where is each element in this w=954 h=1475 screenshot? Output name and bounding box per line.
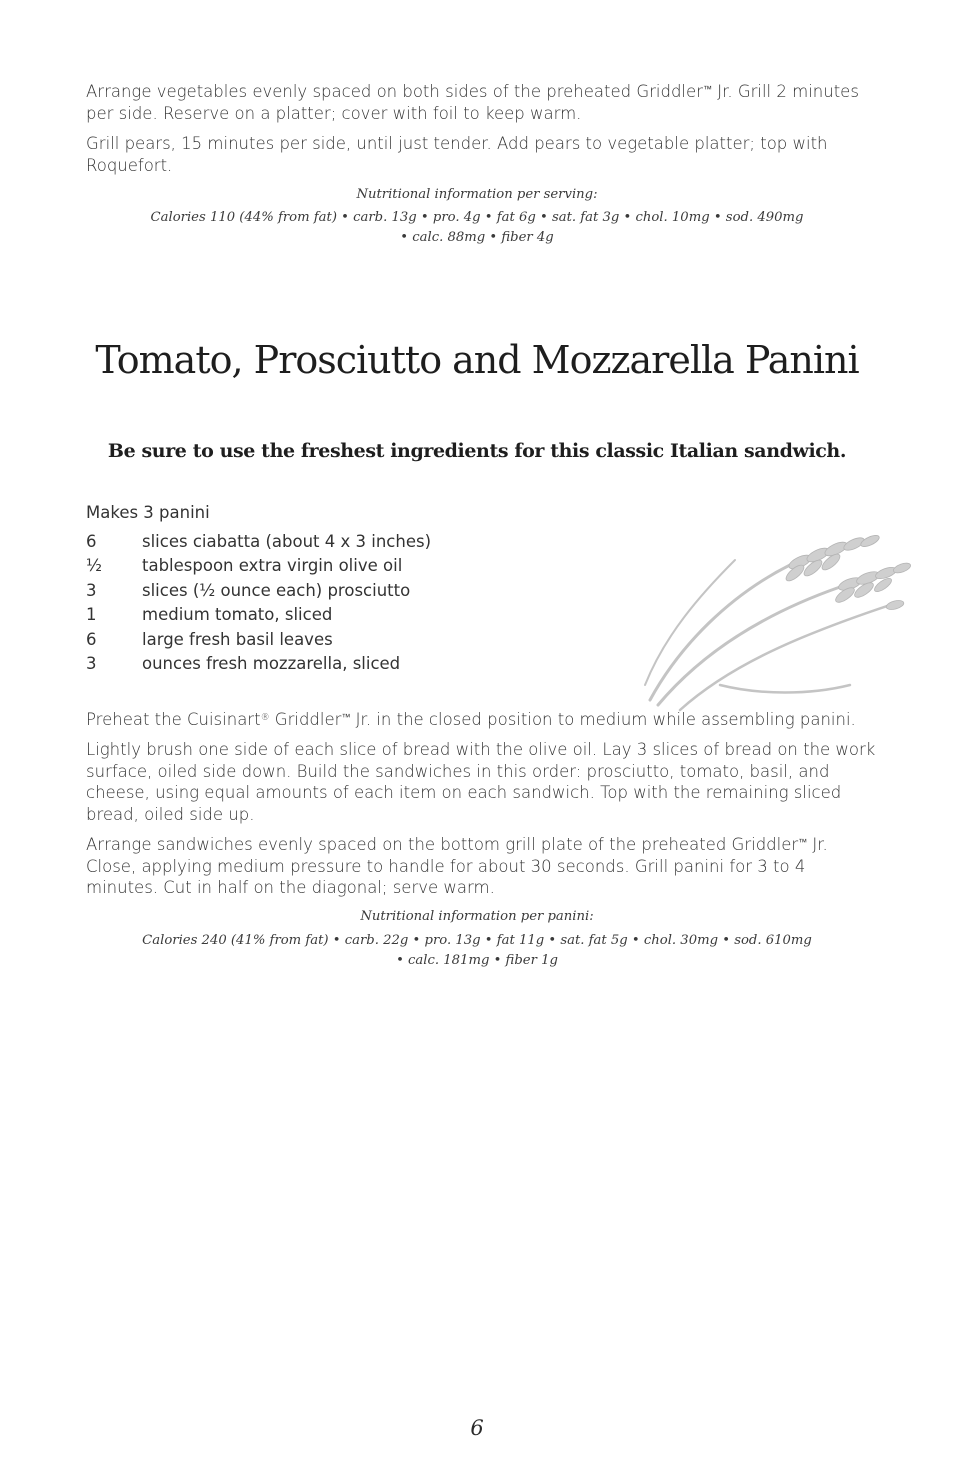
ingredient-qty: 6 [86,629,97,649]
recipe-subtitle: Be sure to use the freshest ingredients for this classic Italian sandwich. [107,440,847,462]
ingredient-text: ounces fresh mozzarella, sliced [142,654,401,674]
ingredient-text: medium tomato, sliced [142,605,333,625]
ingredient-text: slices ciabatta (about 4 x 3 inches) [142,531,432,551]
ingredient-list [86,529,606,676]
page-number: 6 [470,1416,484,1440]
ingredient-item [86,578,606,603]
intro-p1-text-cont: Jr. Grill 2 minutes per side. Reserve on a platter; cover with foil to keep warm. [86,82,859,123]
wheat-stalks-illustration-icon [640,535,912,720]
recipe-nutrition-line-1: Calories 240 (41% from fat) • carb. 22g • pro. 13g • fat 11g • sat. fat 5g • chol. 30mg • sod. 610mg [142,933,812,948]
trademark-mark: ™ [341,713,351,723]
intro-nutrition-line-2: • calc. 88mg • fiber 4g [400,230,554,245]
ingredient-qty: 6 [86,531,97,551]
ingredient-item [86,627,606,652]
recipe-nutrition-line-2: • calc. 181mg • fiber 1g [396,953,558,968]
ingredient-item [86,554,606,579]
ingredient-qty: 1 [86,605,97,625]
ingredient-item [86,529,606,554]
trademark-mark: ™ [798,838,808,848]
recipe-yield: Makes 3 panini [86,503,210,522]
ingredient-item [86,603,606,628]
step-1-text-cont: Griddler [269,710,342,729]
intro-paragraph-1 [86,81,876,124]
registered-mark: ® [260,713,270,723]
intro-paragraph-2: Grill pears, 15 minutes per side, until just tender. Add pears to vegetable platter; top with Roquefort. [86,134,828,175]
ingredient-qty: ½ [86,556,102,576]
step-1 [86,709,876,731]
trademark-mark: ™ [702,85,712,95]
intro-nutrition-label: Nutritional information per serving: [356,187,598,202]
step-3-text: Arrange sandwiches evenly spaced on the bottom grill plate of the preheated Griddler [86,835,799,854]
ingredient-text: tablespoon extra virgin olive oil [142,556,403,576]
step-1-text-end: Jr. in the closed position to medium while assembling panini. [350,710,856,729]
step-1-text: Preheat the Cuisinart [86,710,261,729]
ingredient-qty: 3 [86,654,97,674]
intro-p1-text: Arrange vegetables evenly spaced on both sides of the preheated Griddler [86,82,703,101]
recipe-title: Tomato, Prosciutto and Mozzarella Panini [95,338,859,382]
step-2: Lightly brush one side of each slice of bread with the olive oil. Lay 3 slices of bread on the work surface, oiled side down. Build the sandwiches in this order: prosciutto, tomato, basil, and cheese, using equal amounts of each item on each sandwich. Top with the remaining sliced bread, oiled side up. [86,740,876,824]
recipe-nutrition-label: Nutritional information per panini: [360,909,594,924]
ingredient-text: large fresh basil leaves [142,629,333,649]
ingredient-item [86,652,606,677]
step-3 [86,834,876,899]
ingredient-qty: 3 [86,580,97,600]
step-3-text-cont: Jr. Close, applying medium pressure to handle for about 30 seconds. Grill panini for 3 to 4 minutes. Cut in half on the diagonal; serve warm. [86,835,828,897]
ingredient-text: slices (½ ounce each) prosciutto [142,580,411,600]
intro-nutrition-line-1: Calories 110 (44% from fat) • carb. 13g • pro. 4g • fat 6g • sat. fat 3g • chol. 10mg • sod. 490mg [150,210,804,225]
